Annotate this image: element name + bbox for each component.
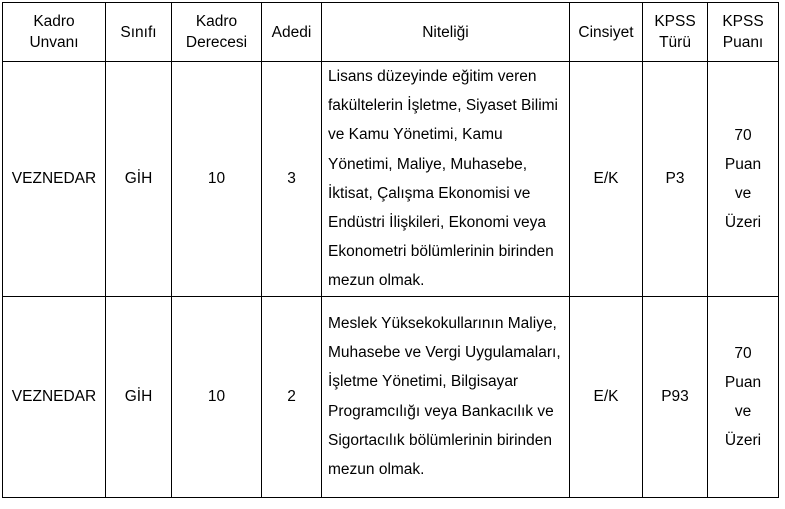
cell-kadro-unvani: VEZNEDAR	[3, 296, 106, 497]
cell-cinsiyet: E/K	[570, 62, 643, 297]
cell-adedi: 2	[262, 296, 322, 497]
cell-kadro-derecesi: 10	[172, 296, 262, 497]
cell-kpss-puani: 70 Puan ve Üzeri	[708, 296, 779, 497]
cell-kadro-derecesi: 10	[172, 62, 262, 297]
kadro-table	[2, 2, 779, 498]
cell-kpss-turu: P93	[643, 296, 708, 497]
cell-sinifi: GİH	[106, 62, 172, 297]
header-kpss-puani: KPSS Puanı	[708, 3, 779, 62]
table-row	[3, 296, 779, 497]
header-kpss-turu: KPSS Türü	[643, 3, 708, 62]
header-sinifi: Sınıfı	[106, 3, 172, 62]
cell-cinsiyet: E/K	[570, 296, 643, 497]
cell-niteligi: Meslek Yüksekokullarının Maliye, Muhasebe ve Vergi Uygulamaları, İşletme Yönetimi, Bilgisayar Programcılığı veya Bankacılık ve Sigortacılık bölümlerinin birinden mezun olmak.	[322, 296, 570, 497]
cell-adedi: 3	[262, 62, 322, 297]
cell-kpss-turu: P3	[643, 62, 708, 297]
header-adedi: Adedi	[262, 3, 322, 62]
cell-niteligi: Lisans düzeyinde eğitim veren fakültelerin İşletme, Siyaset Bilimi ve Kamu Yönetimi, Kamu Yönetimi, Maliye, Muhasebe, İktisat, Çalışma Ekonomisi ve Endüstri İlişkileri, Ekonomi veya Ekonometri bölümlerinin birinden mezun olmak.	[322, 62, 570, 297]
header-kadro-derecesi: Kadro Derecesi	[172, 3, 262, 62]
header-kadro-unvani: Kadro Unvanı	[3, 3, 106, 62]
header-cinsiyet: Cinsiyet	[570, 3, 643, 62]
table-row	[3, 62, 779, 297]
header-niteligi: Niteliği	[322, 3, 570, 62]
header-row	[3, 3, 779, 62]
cell-sinifi: GİH	[106, 296, 172, 497]
cell-kadro-unvani: VEZNEDAR	[3, 62, 106, 297]
cell-kpss-puani: 70 Puan ve Üzeri	[708, 62, 779, 297]
